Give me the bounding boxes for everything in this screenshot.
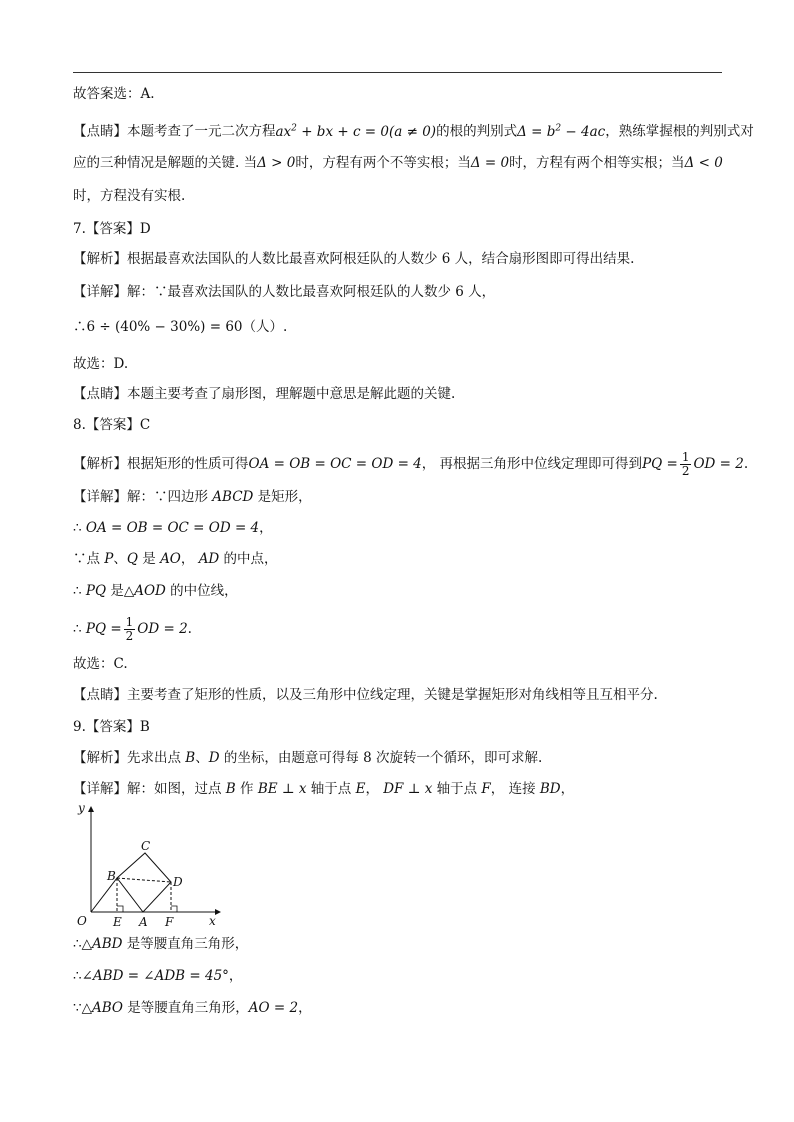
fraction-half-2: $\frac{1}{2}$ <box>125 615 134 643</box>
q7-equation: ∴6 ÷ (40% − 30%) = 60（人）. <box>73 319 288 335</box>
label-D: D <box>173 875 183 889</box>
x-axis-arrow <box>215 909 221 915</box>
segment-BD <box>117 878 171 882</box>
answer-line-6: 故答案选：A. <box>73 86 155 102</box>
header-rule <box>73 72 722 73</box>
q7-analysis: 【解析】根据最喜欢法国队的人数比最喜欢阿根廷队的人数少 6 人，结合扇形图即可得出结果. <box>73 251 635 267</box>
q7-answer: 7.【答案】D <box>73 221 151 237</box>
right-angle-E <box>117 906 123 912</box>
y-axis-arrow <box>88 806 94 812</box>
q7-detail: 【详解】解：∵最喜欢法国队的人数比最喜欢阿根廷队的人数少 6 人， <box>73 284 496 300</box>
note-line-3: 时，方程没有实根. <box>73 188 186 204</box>
q8-detail-1: 【详解】解：∵四边形 ABCD 是矩形， <box>73 489 312 505</box>
q8-select: 故选：C. <box>73 656 128 672</box>
q9-answer: 9.【答案】B <box>73 719 150 735</box>
q9-detail-4: ∵△ABO 是等腰直角三角形，AO = 2， <box>73 1000 312 1016</box>
q8-note: 【点睛】主要考查了矩形的性质，以及三角形中位线定理，关键是掌握矩形对角线相等且互相平分. <box>73 687 658 703</box>
geometry-figure <box>73 798 233 928</box>
label-B: B <box>107 869 116 883</box>
q9-detail-3: ∴∠ABD = ∠ADB = 45°， <box>73 968 243 984</box>
q8-detail-3: ∵点 P、Q 是 AO， AD 的中点， <box>73 551 278 567</box>
q9-detail-2: ∴△ABD 是等腰直角三角形， <box>73 936 249 952</box>
q7-note: 【点睛】本题主要考查了扇形图，理解题中意思是解此题的关键. <box>73 386 456 402</box>
note-line-2: 应的三种情况是解题的关键. 当Δ > 0时，方程有两个不等实根；当Δ = 0时，方程有两个相等实根；当Δ < 0 <box>73 155 723 171</box>
square-ABCD <box>117 853 171 912</box>
label-E: E <box>113 915 122 928</box>
q9-detail-1: 【详解】解：如图，过点 B 作 BE ⊥ x 轴于点 E， DF ⊥ x 轴于点 F， 连接 BD， <box>73 781 575 797</box>
q8-detail-4: ∴ PQ 是△AOD 的中位线， <box>73 583 238 599</box>
q7-select: 故选：D. <box>73 356 129 372</box>
q8-detail-5: ∴ PQ = $\frac{1}{2}$ OD = 2. <box>73 615 192 643</box>
note-line-1: 【点睛】本题考查了一元二次方程$ax^2$ + bx + c = 0(a ≠ 0)的根的判别式$\Delta = b^2 - 4ac$，熟练掌握根的判别式对 <box>73 123 754 140</box>
label-y: y <box>78 801 85 815</box>
segment-OB <box>91 878 117 912</box>
label-F: F <box>165 915 174 928</box>
q8-analysis: 【解析】根据矩形的性质可得OA = OB = OC = OD = 4， 再根据三角形中位线定理即可得到PQ = $\frac{1}{2}$ OD = 2. <box>73 450 749 478</box>
q8-detail-2: ∴ OA = OB = OC = OD = 4， <box>73 520 273 536</box>
label-x: x <box>209 914 216 928</box>
q8-answer: 8.【答案】C <box>73 417 151 433</box>
right-angle-F <box>171 906 177 912</box>
fraction-half: $\frac{1}{2}$ <box>681 450 690 478</box>
label-C: C <box>141 839 151 853</box>
q9-analysis: 【解析】先求出点 B、D 的坐标，由题意可得每 8 次旋转一个循环，即可求解. <box>73 750 543 766</box>
label-O: O <box>77 914 87 928</box>
label-A: A <box>139 915 148 928</box>
